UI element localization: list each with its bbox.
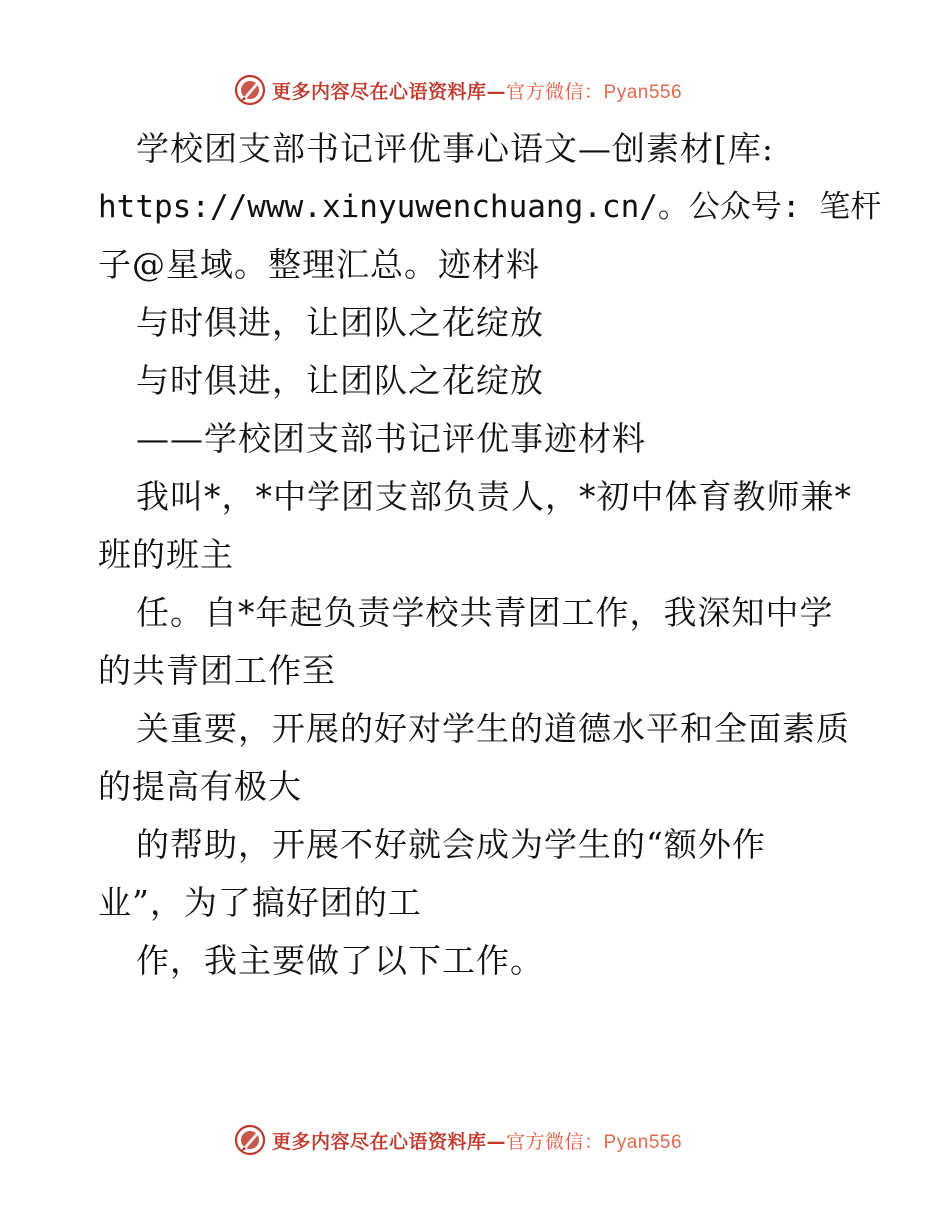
watermark-dash: —	[486, 1130, 507, 1153]
text-line-1: 学校团支部书记评优事心语文—创素材[库:	[136, 129, 774, 168]
quill-pen-seal-icon	[234, 1124, 266, 1156]
watermark-official-label: 官方微信：	[506, 1130, 604, 1153]
text-line-7: 我叫*，*中学团支部负责人，*初中体育教师兼*	[136, 477, 852, 516]
footer-watermark	[234, 1123, 682, 1157]
watermark-dash: —	[486, 80, 507, 103]
watermark-official-label: 官方微信：	[506, 80, 604, 103]
text-line-10: 的共青团工作至	[98, 651, 336, 690]
text-line-11: 关重要，开展的好对学生的道德水平和全面素质	[136, 709, 850, 748]
quill-pen-seal-icon	[234, 74, 266, 106]
watermark-wechat-id: Pyan556	[603, 81, 683, 103]
watermark-main-text: 更多内容尽在心语资料库	[272, 80, 487, 103]
text-line-3: 子@星域。整理汇总。迹材料	[98, 245, 540, 284]
watermark-main-text: 更多内容尽在心语资料库	[272, 1130, 487, 1153]
document-title: 与时俱进，让团队之花绽放	[136, 303, 544, 342]
text-line-8: 班的班主	[98, 535, 234, 574]
text-line-12: 的提高有极大	[98, 767, 302, 806]
header-watermark	[234, 73, 682, 107]
document-title-repeat: 与时俱进，让团队之花绽放	[136, 361, 544, 400]
text-line-14: 业”，为了搞好团的工	[98, 883, 422, 922]
document-subtitle: ——学校团支部书记评优事迹材料	[136, 419, 646, 458]
text-line-13: 的帮助，开展不好就会成为学生的“额外作	[136, 825, 766, 864]
watermark-wechat-id: Pyan556	[603, 1131, 683, 1153]
text-line-9: 任。自*年起负责学校共青团工作，我深知中学	[136, 593, 834, 632]
text-line-2: https://www.xinyuwenchuang.cn/。公众号: 笔杆	[98, 189, 882, 225]
text-line-15: 作，我主要做了以下工作。	[136, 941, 544, 980]
